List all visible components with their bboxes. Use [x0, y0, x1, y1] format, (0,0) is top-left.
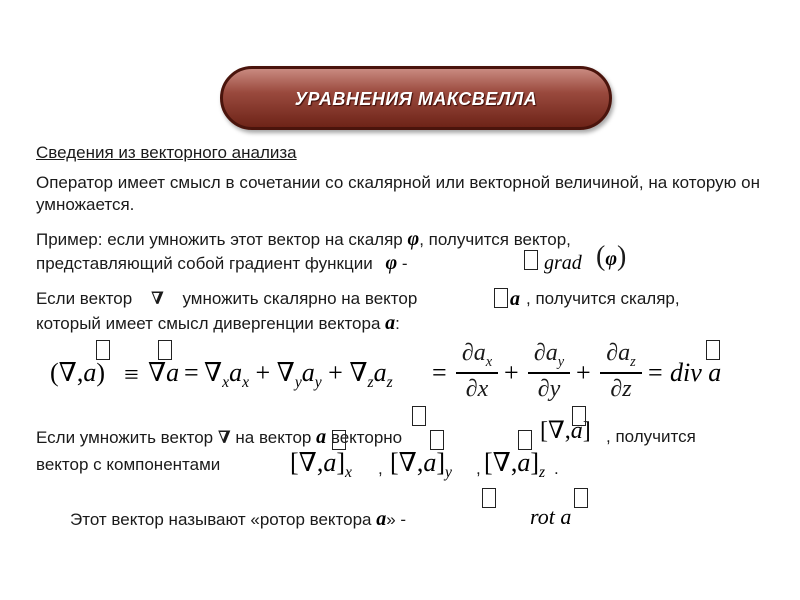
phi-symbol-3: φ — [605, 248, 618, 270]
dash: - — [401, 254, 408, 273]
frac2-line — [528, 372, 570, 374]
paragraph-operator: Оператор имеет смысл в сочетании со скалярной или векторной величиной, на которую он умножается. — [36, 173, 760, 214]
equals-sign-3: = — [648, 358, 663, 387]
placeholder-glyph — [494, 288, 508, 308]
paragraph-divergence-line2 — [36, 312, 400, 335]
cross-product: [∇,a] — [540, 416, 591, 444]
frac2-num: $\partial a_y$ — [533, 340, 565, 370]
vector-a-4: a — [376, 508, 387, 530]
placeholder-glyph — [96, 340, 110, 360]
div-text-d: который имеет смысл дивергенции вектора — [36, 314, 381, 333]
frac3-line — [600, 372, 642, 374]
frac2-den: ∂y — [537, 376, 561, 402]
curl-text-c: векторно — [330, 428, 403, 447]
paragraph-curl-line1 — [36, 426, 402, 449]
paragraph-example-line1 — [36, 228, 571, 251]
period: . — [554, 459, 559, 478]
frac3-num: $\partial a_z$ — [606, 340, 636, 370]
example-text-b: , получится вектор, — [419, 230, 571, 249]
vector-a: a — [510, 288, 520, 310]
component-x: $[\nabla,a]_x$ — [290, 448, 352, 482]
lhs-bracket: (∇,a) — [50, 358, 105, 388]
component-sum: $\nabla_xa_x + \nabla_ya_y + \nabla_za_z$ — [204, 358, 393, 392]
page-title: УРАВНЕНИЯ МАКСВЕЛЛА — [294, 89, 538, 109]
plus-sign-2: + — [576, 358, 591, 387]
nabla-icon-2: ∇ — [217, 428, 231, 448]
placeholder-glyph — [572, 406, 586, 426]
curl-text-d: , получится — [606, 427, 696, 446]
paragraph-divergence-line1 — [36, 288, 417, 310]
frac3-den: ∂z — [610, 376, 632, 402]
colon: : — [395, 314, 400, 333]
paragraph-rotor — [70, 508, 406, 531]
comma-1: , — [378, 459, 383, 478]
equiv-sign: ≡ — [124, 360, 139, 389]
phi-symbol: φ — [407, 228, 420, 250]
gradient-text: представляющий собой градиент функции — [36, 254, 373, 273]
nabla-icon: ∇ — [150, 289, 164, 309]
phi-symbol-2: φ — [385, 252, 398, 274]
placeholder-glyph — [706, 340, 720, 360]
rotor-text: Этот вектор называют «ротор вектора — [70, 510, 372, 529]
div-text-c: , получится скаляр, — [526, 289, 680, 308]
title-banner — [220, 66, 612, 130]
placeholder-glyph — [574, 488, 588, 508]
placeholder-glyph — [524, 250, 538, 270]
div-a: div a — [670, 358, 722, 387]
grad-label: grad — [544, 252, 582, 274]
frac1-num: $\partial a_x$ — [461, 340, 493, 370]
placeholder-glyph — [412, 406, 426, 426]
component-z: $[\nabla,a]_z$ — [484, 448, 546, 482]
rot-a: rot a — [530, 504, 572, 529]
comma-2: , — [476, 459, 481, 478]
vector-a-3: a — [316, 426, 327, 448]
placeholder-glyph — [332, 430, 346, 450]
grad-paren: (φ) — [596, 241, 627, 272]
component-y: $[\nabla,a]_y$ — [390, 448, 452, 482]
curl-text-e: вектор с компонентами — [36, 455, 221, 474]
paragraph-example-line2 — [36, 252, 408, 275]
nabla-a: ∇a — [148, 358, 180, 388]
rotor-close: » - — [386, 510, 407, 529]
frac1-den: ∂x — [465, 376, 489, 402]
placeholder-glyph — [518, 430, 532, 450]
example-text-a: Пример: если умножить этот вектор на скаляр — [36, 230, 403, 249]
div-text-a: Если вектор — [36, 289, 133, 308]
curl-text-a: Если умножить вектор — [36, 428, 214, 447]
placeholder-glyph — [158, 340, 172, 360]
div-text-b: умножить скалярно на вектор — [182, 289, 418, 308]
curl-text-b: на вектор — [235, 428, 312, 447]
plus-sign: + — [504, 358, 519, 387]
equals-sign-2: = — [432, 358, 447, 387]
vector-a-2: a — [385, 312, 396, 334]
equals-sign: = — [184, 358, 199, 387]
placeholder-glyph — [482, 488, 496, 508]
placeholder-glyph — [430, 430, 444, 450]
section-title: Сведения из векторного анализа — [36, 143, 297, 162]
frac1-line — [456, 372, 498, 374]
